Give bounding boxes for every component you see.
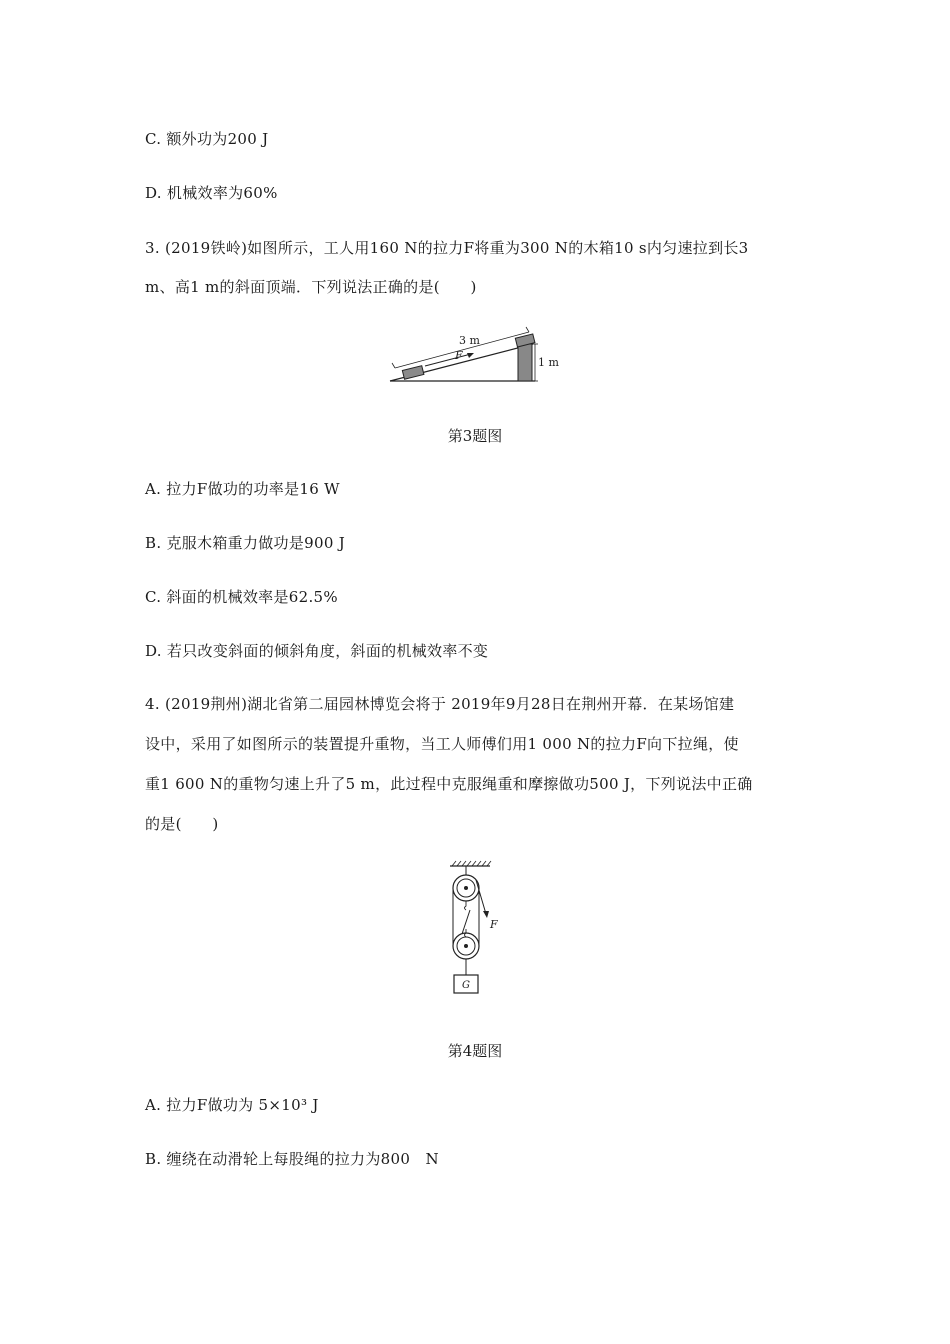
q4-stem-line4: 的是( ) [145,815,219,833]
q4-option-b: B. 缠绕在动滑轮上每股绳的拉力为800 N [145,1150,439,1168]
q3-height-label: 1 m [538,356,559,369]
q4-figure-caption: 第4题图 [447,1042,503,1060]
q3-option-d: D. 若只改变斜面的倾斜角度，斜面的机械效率不变 [145,642,489,660]
q4-stem-line3: 重1 600 N的重物匀速上升了5 m，此过程中克服绳重和摩擦做功500 J，下列说法中正确 [145,775,753,793]
q3-option-c: C. 斜面的机械效率是62.5% [145,588,338,606]
q4-option-a: A. 拉力F做功为 5×10³ J [145,1096,319,1114]
q4-stem-line2: 设中，采用了如图所示的装置提升重物，当工人师傅们用1 000 N的拉力F向下拉绳，使 [145,735,739,753]
q3-option-b: B. 克服木箱重力做功是900 J [145,534,346,552]
q2-option-c: C. 额外功为200 J [145,130,269,148]
q3-force-label: F [455,349,463,362]
q4-stem-line1: 4. (2019荆州)湖北省第二届园林博览会将于 2019年9月28日在荆州开幕．在某场馆建 [145,695,735,713]
q3-figure-caption: 第3题图 [447,427,503,445]
q2-option-d: D. 机械效率为60% [145,184,278,202]
q4-force-label: F [490,918,498,931]
q3-length-label: 3 m [459,334,480,347]
q3-stem-line2: m、高1 m的斜面顶端．下列说法正确的是( ) [145,278,477,296]
q3-stem-line1: 3. (2019铁岭)如图所示，工人用160 N的拉力F将重为300 N的木箱10 s内匀速拉到长3 [145,239,749,257]
q4-weight-label: G [462,980,470,991]
q3-option-a: A. 拉力F做功的功率是16 W [145,480,340,498]
q4-pulley-figure [440,858,510,1002]
q3-incline-figure [385,322,575,392]
